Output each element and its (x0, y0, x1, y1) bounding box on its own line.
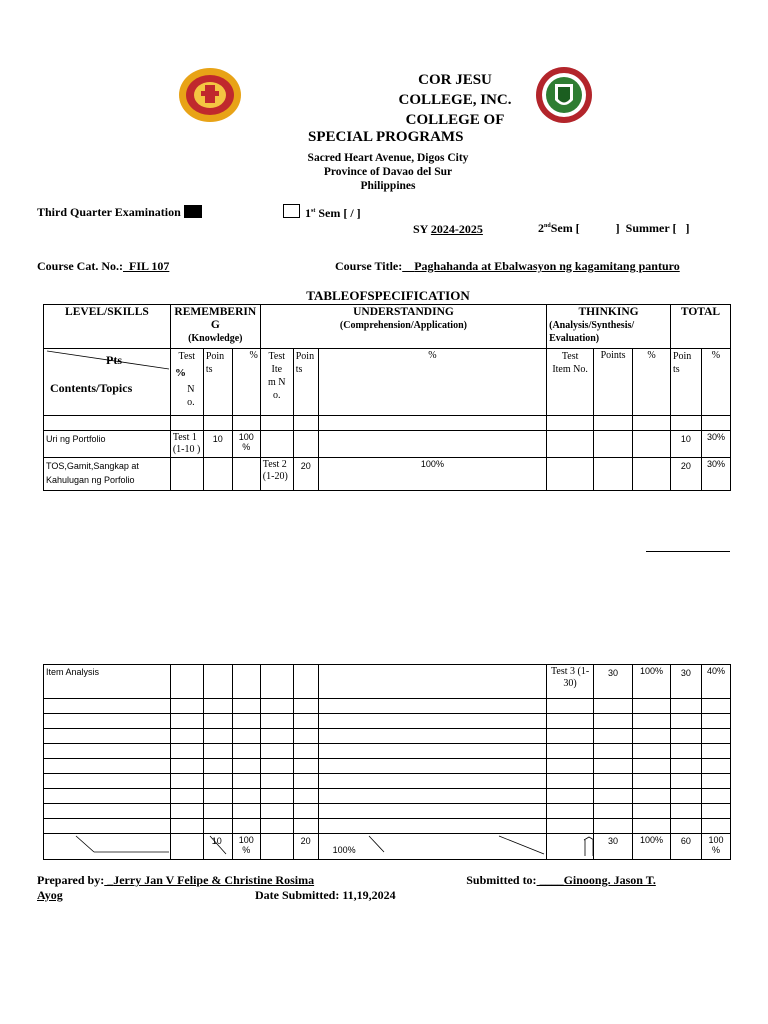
totals-row (44, 834, 731, 860)
course-title-value: Paghahanda at Ebalwasyon ng kagamitang panturo (414, 259, 680, 273)
row-thk-pts (594, 458, 633, 491)
th-contents-topics: Pts % Contents/Topics (44, 349, 171, 416)
th-und-test: Test Ite m N o. (260, 349, 293, 416)
submitted-value: ____Ginoong. Jason T. (536, 873, 656, 887)
table-row (44, 665, 731, 699)
exam-title: Third Quarter Examination (37, 205, 181, 219)
row-und-pct: 100% (318, 458, 546, 491)
table-row (44, 458, 731, 491)
row-und-pts (293, 431, 318, 458)
date-value: 11,19,2024 (342, 888, 396, 902)
th-und-pct: % (318, 349, 546, 416)
spec-table-continued (43, 664, 731, 860)
sem2-sup: nd (544, 223, 551, 229)
spec-table (43, 304, 731, 491)
submitted-label: Submitted to: (466, 873, 537, 887)
totals-diagonal (44, 834, 171, 860)
row-thk-test: Test 3 (1-30) (547, 665, 594, 699)
school-name-line4: SPECIAL PROGRAMS (308, 129, 464, 145)
row-topic: Uri ng Portfolio (44, 431, 171, 458)
th-thk-test: Test Item No. (547, 349, 594, 416)
th-total: TOTAL (670, 305, 730, 349)
total-tot-pts: 60 (670, 834, 701, 860)
date-label: Date Submitted: (255, 888, 340, 902)
row-topic: Item Analysis (44, 665, 171, 699)
th-tot-points: Poin ts (670, 349, 701, 416)
row-tot-pts: 30 (670, 665, 701, 699)
th-thk-points: Points (594, 349, 633, 416)
total-thk-pct: 100% (632, 834, 670, 860)
school-name-line2: COLLEGE, INC. (398, 92, 512, 108)
row-und-test: Test 2 (1-20) (260, 458, 293, 491)
total-thk-test (547, 834, 594, 860)
row-thk-pct (633, 458, 671, 491)
table-row (44, 431, 731, 458)
address-line3: Philippines (360, 180, 416, 192)
row-thk-pct: 100% (632, 665, 670, 699)
sem1-sup: st (311, 208, 316, 214)
th-rem-test: Test N o. (170, 349, 203, 416)
row-thk-pct (633, 431, 671, 458)
row-tot-pts: 20 (670, 458, 701, 491)
row-rem-test: Test 1 (1-10 ) (170, 431, 203, 458)
prepared-value: _Jerry Jan V Felipe & Christine Rosima (104, 873, 315, 887)
redaction-box (184, 205, 202, 218)
submitted-value-cont: Ayog (37, 888, 63, 902)
row-und-test (260, 431, 293, 458)
row-thk-test (547, 431, 594, 458)
total-und-pct: 100% (318, 834, 547, 860)
school-name-line3: COLLEGE OF (405, 112, 505, 128)
row-thk-test (547, 458, 594, 491)
sem-checkbox[interactable] (283, 204, 300, 218)
row-thk-pts (594, 431, 633, 458)
course-cat-label: Course Cat. No.: (37, 259, 123, 273)
th-remembering: REMEMBERIN G (Knowledge) (170, 305, 260, 349)
th-understanding: UNDERSTANDING (Comprehension/Application) (260, 305, 546, 349)
th-rem-pct: % (232, 349, 260, 416)
sem1-text: Sem [ / ] (318, 206, 361, 220)
row-tot-pct: 40% (701, 665, 730, 699)
row-und-pts: 20 (293, 458, 318, 491)
row-thk-pts: 30 (594, 665, 633, 699)
th-level-skills: LEVEL/SKILLS (44, 305, 171, 349)
left-logo (178, 67, 242, 123)
address-line1: Sacred Heart Avenue, Digos City (307, 152, 469, 164)
prepared-label: Prepared by: (37, 873, 105, 887)
school-name-line1: COR JESU (418, 72, 492, 88)
divider-line (646, 551, 730, 552)
row-tot-pts: 10 (670, 431, 701, 458)
row-rem-pts (203, 458, 232, 491)
th-thinking: THINKING (Analysis/Synthesis/ Evaluation) (547, 305, 671, 349)
row-und-pct (318, 431, 546, 458)
sem2-label: 2 (538, 221, 544, 235)
row-rem-test (170, 458, 203, 491)
row-tot-pct: 30% (701, 431, 730, 458)
table-title: TABLEOFSPECIFICATION (306, 288, 470, 303)
course-title-label: Course Title: (335, 259, 403, 273)
row-rem-pct: 100 % (232, 431, 260, 458)
row-rem-pts: 10 (203, 431, 232, 458)
sem2-text: Sem [ ] Summer [ ] (550, 221, 690, 235)
total-rem-pts: 10 (203, 834, 232, 860)
th-und-points: Poin ts (293, 349, 318, 416)
th-rem-points: Poin ts (203, 349, 232, 416)
th-tot-pct: % (701, 349, 730, 416)
course-cat-value: FIL 107 (129, 259, 170, 273)
sy-value: 2024-2025 (430, 222, 483, 236)
sy-label: SY (413, 222, 428, 236)
right-logo (535, 66, 593, 124)
th-thk-pct: % (633, 349, 671, 416)
row-tot-pct: 30% (701, 458, 730, 491)
total-und-pts: 20 (293, 834, 318, 860)
total-tot-pct: 100 % (701, 834, 730, 860)
sem1-label: 1 (305, 206, 311, 220)
row-topic: TOS,Gamit,Sangkap at Kahulugan ng Porfolio (44, 458, 171, 491)
total-thk-pts: 30 (594, 834, 633, 860)
total-rem-pct: 100 % (232, 834, 260, 860)
row-rem-pct (232, 458, 260, 491)
address-line2: Province of Davao del Sur (323, 166, 453, 178)
